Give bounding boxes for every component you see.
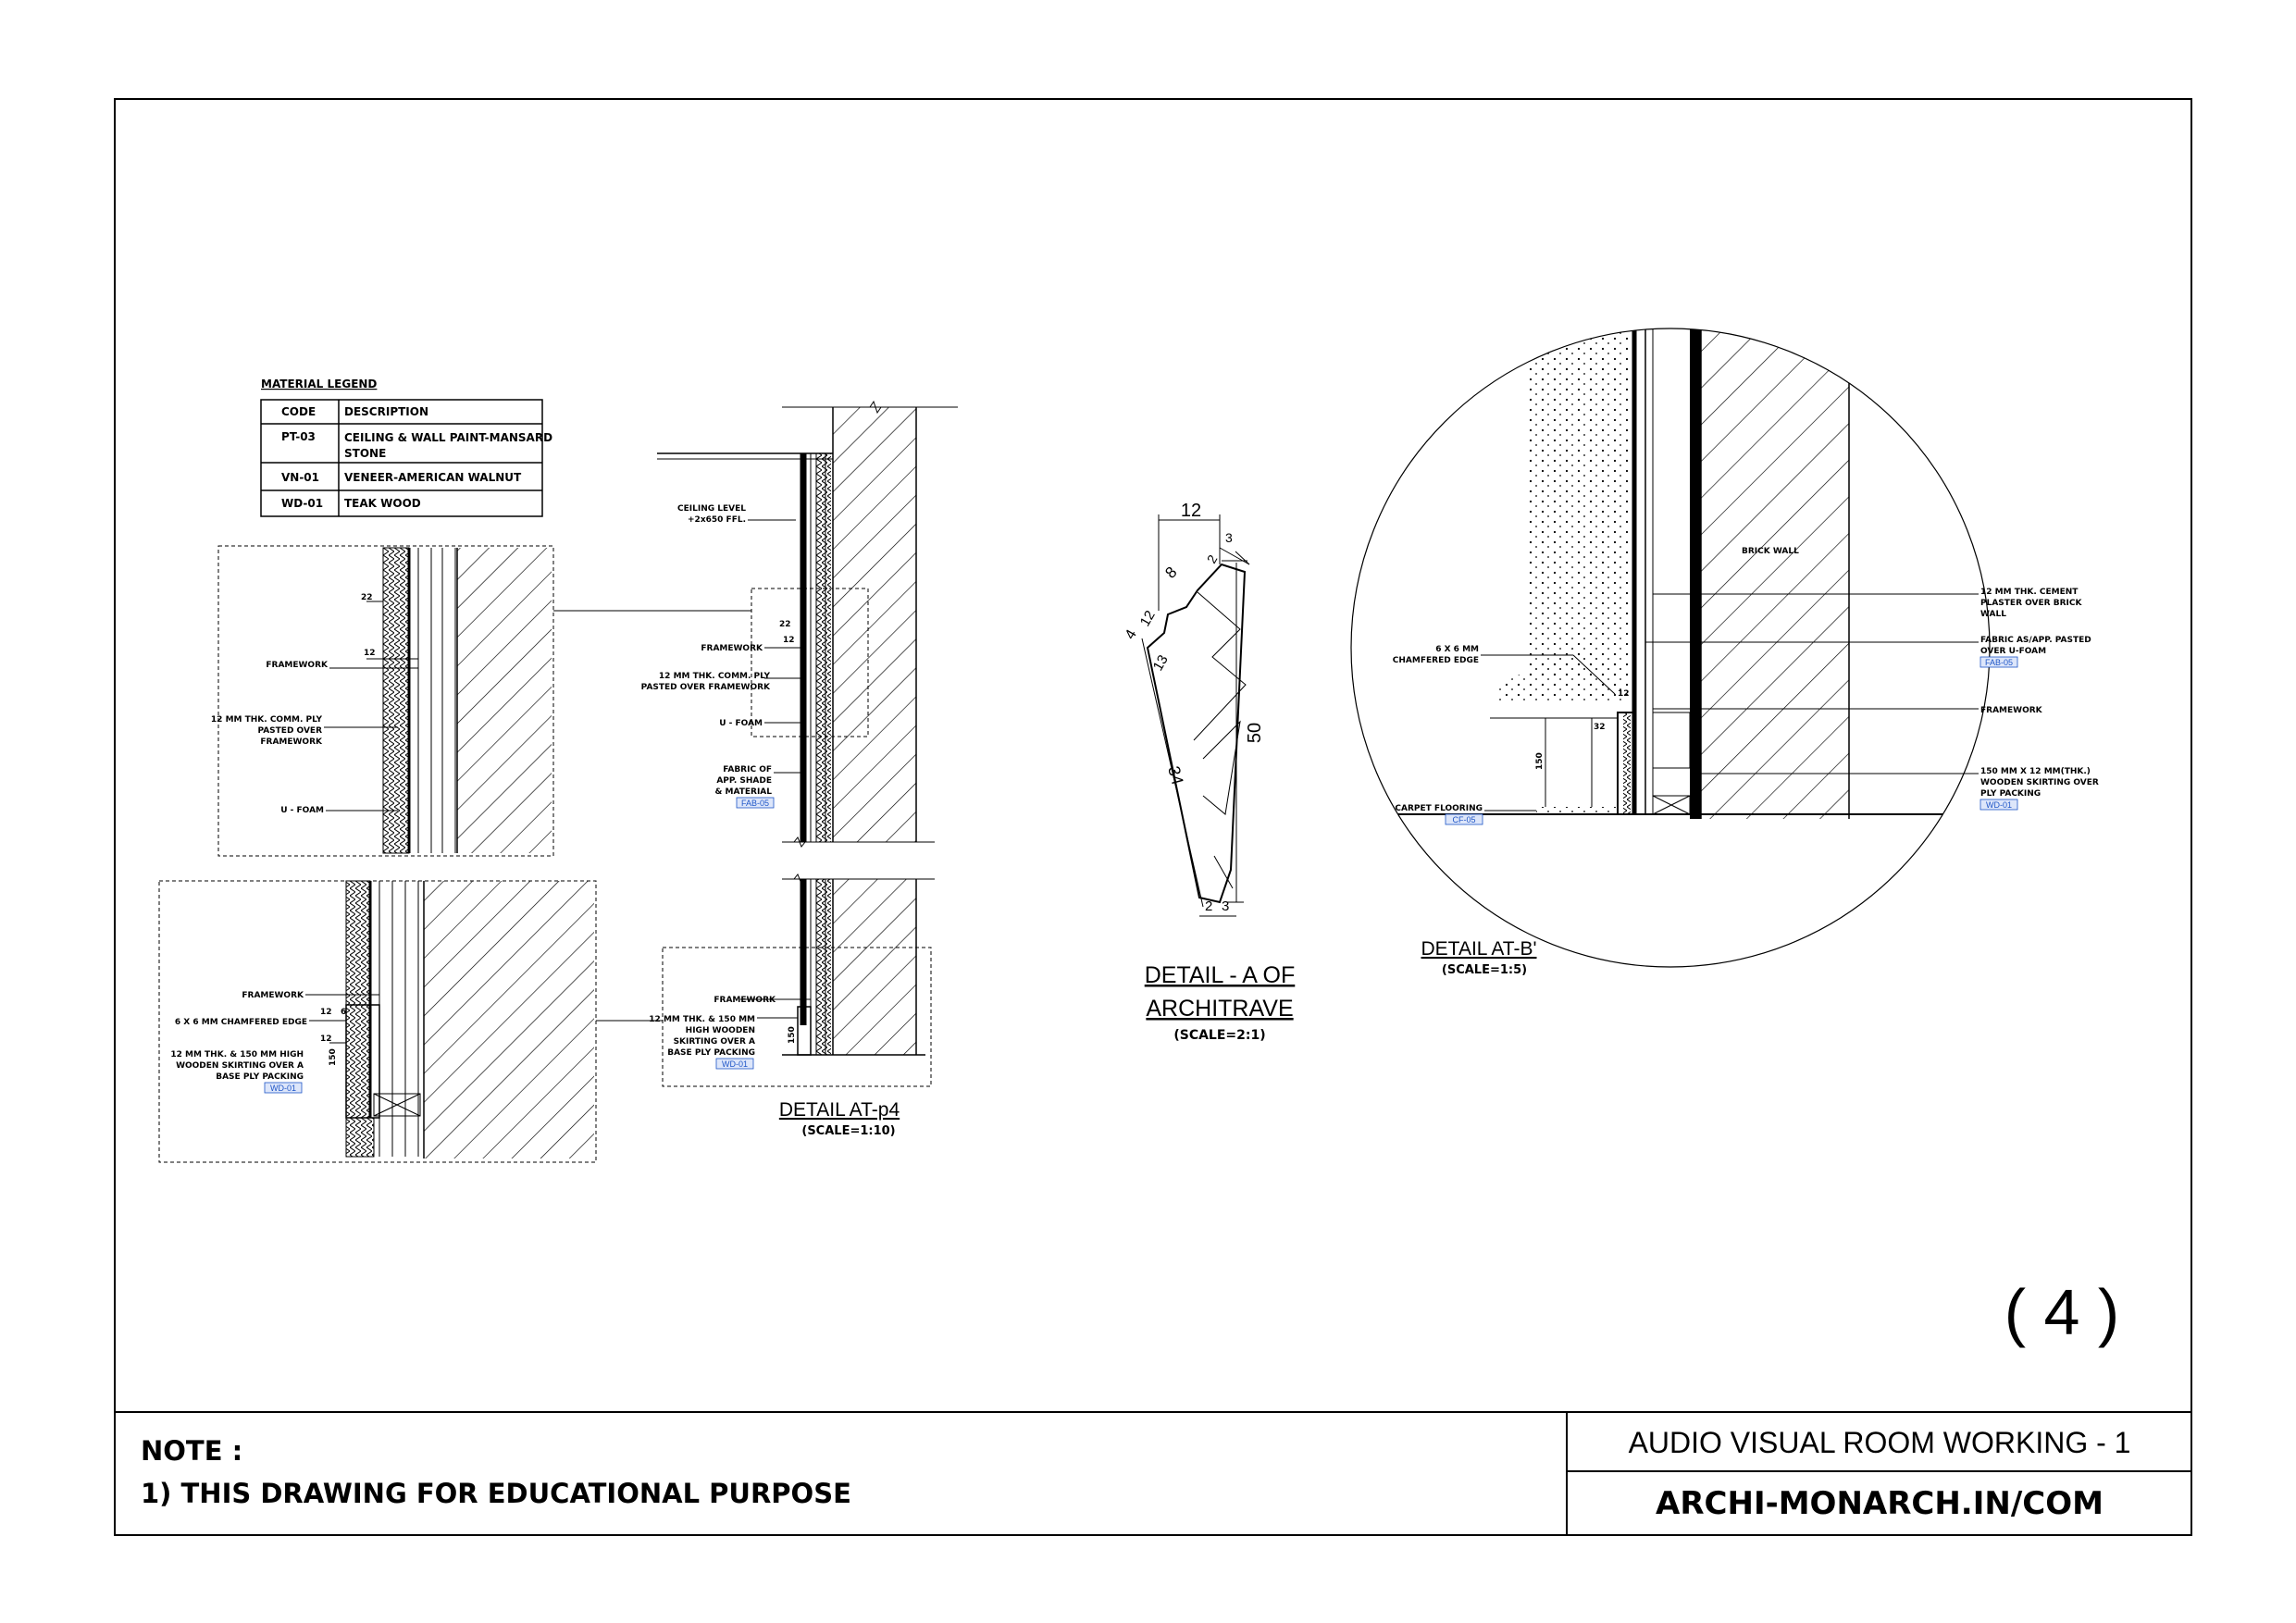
arch-dim-50: 50	[1245, 722, 1265, 744]
bottom-dim-150: 150	[329, 1048, 338, 1066]
p4-framework-label: FRAMEWORK	[701, 644, 763, 653]
enlarged-detail-bottom	[159, 881, 596, 1162]
bottom-dim-12a: 12	[320, 1008, 332, 1017]
bottom-chamfer-label: 6 X 6 MM CHAMFERED EDGE	[174, 1018, 307, 1027]
b-carpet-label: CARPET FLOORING	[1395, 804, 1483, 813]
website-label: ARCHI-MONARCH.IN/COM	[1656, 1485, 2104, 1522]
p4-ceiling-label-1: CEILING LEVEL	[677, 504, 746, 514]
architrave-detail	[1123, 501, 1296, 1043]
arch-dim-4a: 4	[1122, 626, 1140, 642]
b-dim-12: 12	[1618, 689, 1630, 699]
p4-low-dim: 150	[788, 1026, 797, 1044]
arch-scale: (SCALE=2:1)	[1173, 1028, 1266, 1043]
b-brick-label: BRICK WALL	[1742, 547, 1799, 556]
arch-dim-12b: 12	[1136, 608, 1159, 629]
b-plaster-label-1: 12 MM THK. CEMENT	[1980, 588, 2079, 597]
b-skirt-tag: WD-01	[1985, 800, 2013, 810]
arch-dim-8: 8	[1161, 563, 1181, 582]
p4-low-skirt-4: BASE PLY PACKING	[667, 1048, 755, 1058]
enlarged-detail-top	[211, 546, 553, 856]
legend-code-vn01: VN-01	[281, 471, 320, 484]
b-fabric-label-1: FABRIC AS/APP. PASTED	[1980, 636, 2091, 645]
bottom-skirt-label-1: 12 MM THK. & 150 MM HIGH	[170, 1050, 304, 1059]
p4-scale: (SCALE=1:10)	[801, 1124, 896, 1138]
p4-low-tag: WD-01	[721, 1059, 749, 1069]
bottom-dim-12b: 12	[320, 1035, 332, 1044]
arch-dim-3b: 3	[1222, 898, 1230, 914]
top-framework-label: FRAMEWORK	[266, 661, 328, 670]
bottom-dim-6: 6	[341, 1008, 347, 1017]
p4-low-framework-label: FRAMEWORK	[714, 996, 776, 1005]
bottom-skirt-tag: WD-01	[269, 1084, 297, 1093]
legend-head-code: CODE	[281, 405, 316, 418]
legend-desc-vn01: VENEER-AMERICAN WALNUT	[344, 471, 522, 484]
top-ply-label-3: FRAMEWORK	[260, 737, 322, 747]
arch-dim-34: 34	[1164, 763, 1187, 787]
b-title: DETAIL AT-B'	[1421, 938, 1537, 960]
top-ply-label-2: PASTED OVER	[257, 726, 322, 736]
arch-dim-2b: 2	[1205, 898, 1213, 914]
section-detail-p4	[641, 402, 958, 1138]
b-scale: (SCALE=1:5)	[1441, 963, 1528, 977]
b-carpet-tag: CF-05	[1452, 815, 1476, 824]
bottom-skirt-label-2: WOODEN SKIRTING OVER A	[176, 1061, 304, 1071]
arch-dim-3: 3	[1225, 530, 1233, 545]
material-legend	[261, 378, 552, 516]
arch-dim-12: 12	[1180, 501, 1202, 521]
p4-low-skirt-3: SKIRTING OVER A	[673, 1037, 755, 1047]
arch-title-1: DETAIL - A OF	[1144, 962, 1296, 988]
detail-b-circle	[1342, 315, 2099, 977]
note-text: 1) THIS DRAWING FOR EDUCATIONAL PURPOSE	[141, 1478, 851, 1509]
p4-ufoam-label: U - FOAM	[719, 719, 763, 728]
sheet-number: ( 4 )	[2004, 1276, 2120, 1348]
legend-code-pt03: PT-03	[281, 430, 316, 443]
p4-ply-label-2: PASTED OVER FRAMEWORK	[640, 683, 770, 692]
top-ply-label-1: 12 MM THK. COMM. PLY	[210, 715, 322, 725]
top-ufoam-label: U - FOAM	[280, 806, 324, 815]
b-skirt-label-3: PLY PACKING	[1980, 789, 2042, 799]
p4-ply-label-1: 12 MM THK. COMM. PLY	[658, 672, 770, 681]
arch-dim-2: 2	[1203, 551, 1221, 566]
drawing-title: AUDIO VISUAL ROOM WORKING - 1	[1628, 1426, 2131, 1459]
bottom-skirt-label-3: BASE PLY PACKING	[216, 1072, 304, 1082]
b-fabric-tag: FAB-05	[1984, 658, 2014, 667]
b-chamfer-label-1: 6 X 6 MM	[1435, 645, 1479, 654]
top-dim-22: 22	[361, 593, 373, 602]
p4-fabric-label-2: APP. SHADE	[716, 776, 772, 786]
p4-ceiling-label-2: +2x650 FFL.	[688, 515, 746, 525]
b-skirt-label-2: WOODEN SKIRTING OVER	[1980, 778, 2099, 787]
top-dim-12: 12	[364, 649, 376, 658]
p4-dim-12: 12	[783, 636, 795, 645]
p4-low-skirt-2: HIGH WOODEN	[685, 1026, 755, 1035]
p4-low-skirt-1: 12 MM THK. & 150 MM	[649, 1015, 755, 1024]
p4-title: DETAIL AT-p4	[778, 1099, 900, 1121]
legend-head-desc: DESCRIPTION	[344, 405, 429, 418]
note-title: NOTE :	[141, 1435, 243, 1467]
b-fabric-label-2: OVER U-FOAM	[1980, 647, 2047, 656]
legend-code-wd01: WD-01	[281, 497, 324, 510]
p4-fabric-label-1: FABRIC OF	[723, 765, 772, 774]
legend-desc-wd01: TEAK WOOD	[344, 497, 421, 510]
b-skirt-label-1: 150 MM X 12 MM(THK.)	[1980, 767, 2091, 776]
b-chamfer-label-2: CHAMFERED EDGE	[1392, 656, 1479, 665]
b-framework-label: FRAMEWORK	[1980, 706, 2042, 715]
p4-dim-22: 22	[779, 620, 791, 629]
legend-desc-pt03: CEILING & WALL PAINT-MANSARD	[344, 431, 553, 444]
p4-fabric-label-3: & MATERIAL	[714, 787, 772, 797]
arch-dim-13: 13	[1149, 652, 1172, 674]
legend-title: MATERIAL LEGEND	[261, 378, 378, 390]
bottom-framework-label: FRAMEWORK	[242, 991, 304, 1000]
arch-title-2: ARCHITRAVE	[1146, 996, 1294, 1022]
p4-fabric-tag: FAB-05	[740, 799, 770, 808]
b-plaster-label-2: PLASTER OVER BRICK	[1980, 599, 2082, 608]
b-dim-32: 32	[1594, 723, 1606, 732]
legend-desc-pt03-line2: STONE	[344, 447, 387, 460]
b-plaster-label-3: WALL	[1980, 610, 2006, 619]
sheet-border	[115, 99, 2191, 1535]
b-dim-150: 150	[1535, 752, 1545, 770]
